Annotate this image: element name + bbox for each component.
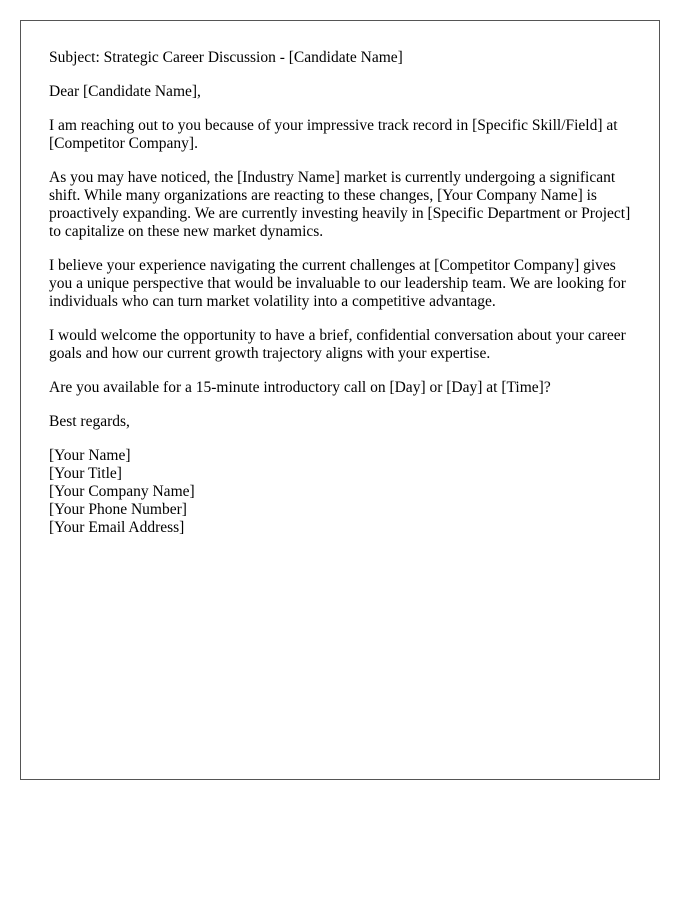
greeting: Dear [Candidate Name],: [49, 83, 201, 100]
subject-line: Subject: Strategic Career Discussion - [Candidate Name]: [49, 49, 403, 66]
letter-page: [20, 20, 660, 780]
letter-body: [49, 49, 639, 537]
paragraph-invitation: I would welcome the opportunity to have a brief, confidential conversation about your career goals and how our current growth trajectory aligns with your expertise.: [49, 327, 626, 362]
paragraph-market: As you may have noticed, the [Industry Name] market is currently undergoing a significant shift. While many organizations are reacting to these changes, [Your Company Name] is proactively expanding. We are currently investing heavily in [Specific Department or Project] to capitalize on these new market dynamics.: [49, 169, 631, 240]
closing: Best regards,: [49, 413, 130, 430]
signature-name: [Your Name]: [49, 447, 131, 464]
signature-email: [Your Email Address]: [49, 519, 185, 536]
signature-phone: [Your Phone Number]: [49, 501, 187, 518]
paragraph-intro: I am reaching out to you because of your impressive track record in [Specific Skill/Field] at [Competitor Company].: [49, 117, 618, 152]
paragraph-call-request: Are you available for a 15-minute introductory call on [Day] or [Day] at [Time]?: [49, 379, 551, 396]
signature-title: [Your Title]: [49, 465, 122, 482]
paragraph-experience: I believe your experience navigating the current challenges at [Competitor Company] gives you a unique perspective that would be invaluable to our leadership team. We are looking for individuals who can turn market volatility into a competitive advantage.: [49, 257, 626, 310]
signature-company: [Your Company Name]: [49, 483, 195, 500]
signature-block: [49, 447, 639, 537]
